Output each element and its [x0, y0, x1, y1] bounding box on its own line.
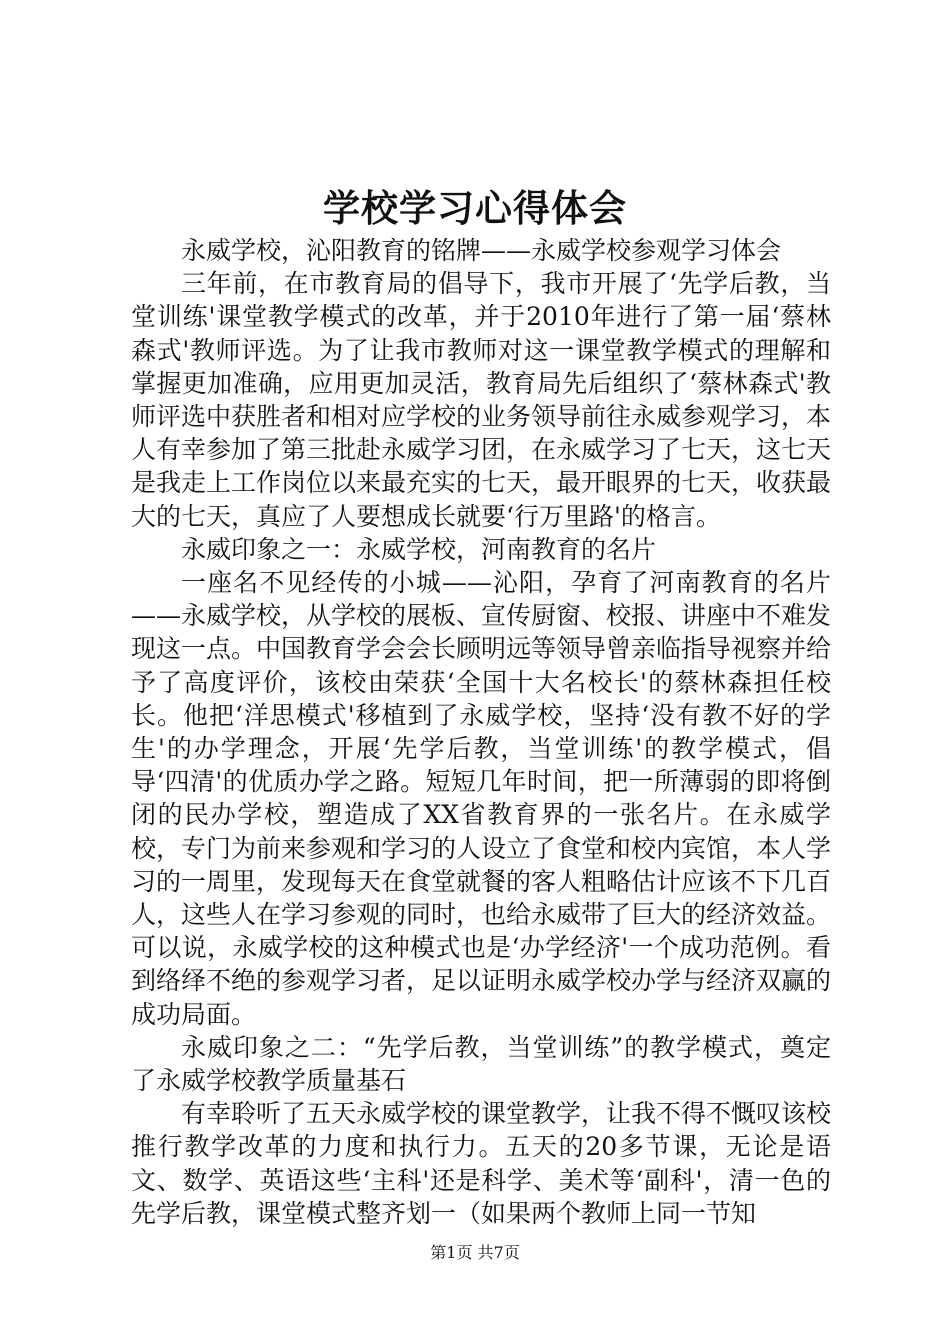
- subtitle-paragraph: 永威学校，沁阳教育的铭牌——永威学校参观学习体会: [181, 236, 782, 265]
- document-body: [131, 234, 831, 1230]
- section-heading-paragraph: 永威印象之一：永威学校，河南教育的名片: [181, 534, 657, 564]
- section-heading-paragraph: 永威印象之二：“先学后教，当堂训练”的教学模式，奠定了永威学校教学质量基石: [131, 1032, 831, 1096]
- body-paragraph: 三年前，在市教育局的倡导下，我市开展了‘先学后教，当堂训练'课堂教学模式的改革，并于2010年进行了第一届‘蔡林森式'教师评选。为了让我市教师对这一课堂教学模式的理解和掌握更加准确，应用更加灵活，教育局先后组织了‘蔡林森式'教师评选中获胜者和相对应学校的业务领导前往永威参观学习，本人有幸参加了第三批赴永威学习团，在永威学习了七天，这七天是我走上工作岗位以来最充实的七天，最开眼界的七天，收获最大的七天，真应了人要想成长就要‘行万里路'的格言。: [131, 269, 832, 531]
- document-title: 学校学习心得体会: [323, 186, 627, 230]
- body-paragraph: 有幸聆听了五天永威学校的课堂教学，让我不得不慨叹该校推行教学改革的力度和执行力。五天的20多节课，无论是语文、数学、英语这些‘主科'还是科学、美术等‘副科'，清一色的先学后教，课堂模式整齐划一（如果两个教师上同一节知: [131, 1099, 832, 1228]
- body-paragraph: 一座名不见经传的小城——沁阳，孕育了河南教育的名片——永威学校，从学校的展板、宣传厨窗、校报、讲座中不难发现这一点。中国教育学会会长顾明远等领导曾亲临指导视察并给予了高度评价，该校由荣获‘全国十大名校长'的蔡林森担任校长。他把‘洋思模式'移植到了永威学校，坚持‘没有教不好的学生'的办学理念，开展‘先学后教，当堂训练'的教学模式，倡导‘四清'的优质办学之路。短短几年时间，把一所薄弱的即将倒闭的民办学校，塑造成了XX省教育界的一张名片。在永威学校，专门为前来参观和学习的人设立了食堂和校内宾馆，本人学习的一周里，发现每天在食堂就餐的客人粗略估计应该不下几百人，这些人在学习参观的同时，也给永威带了巨大的经济效益。可以说，永威学校的这种模式也是‘办学经济'一个成功范例。看到络绎不绝的参观学习者，足以证明永威学校办学与经济双赢的成功局面。: [131, 568, 832, 1029]
- page-number-footer: 第1页 共7页: [430, 1243, 520, 1262]
